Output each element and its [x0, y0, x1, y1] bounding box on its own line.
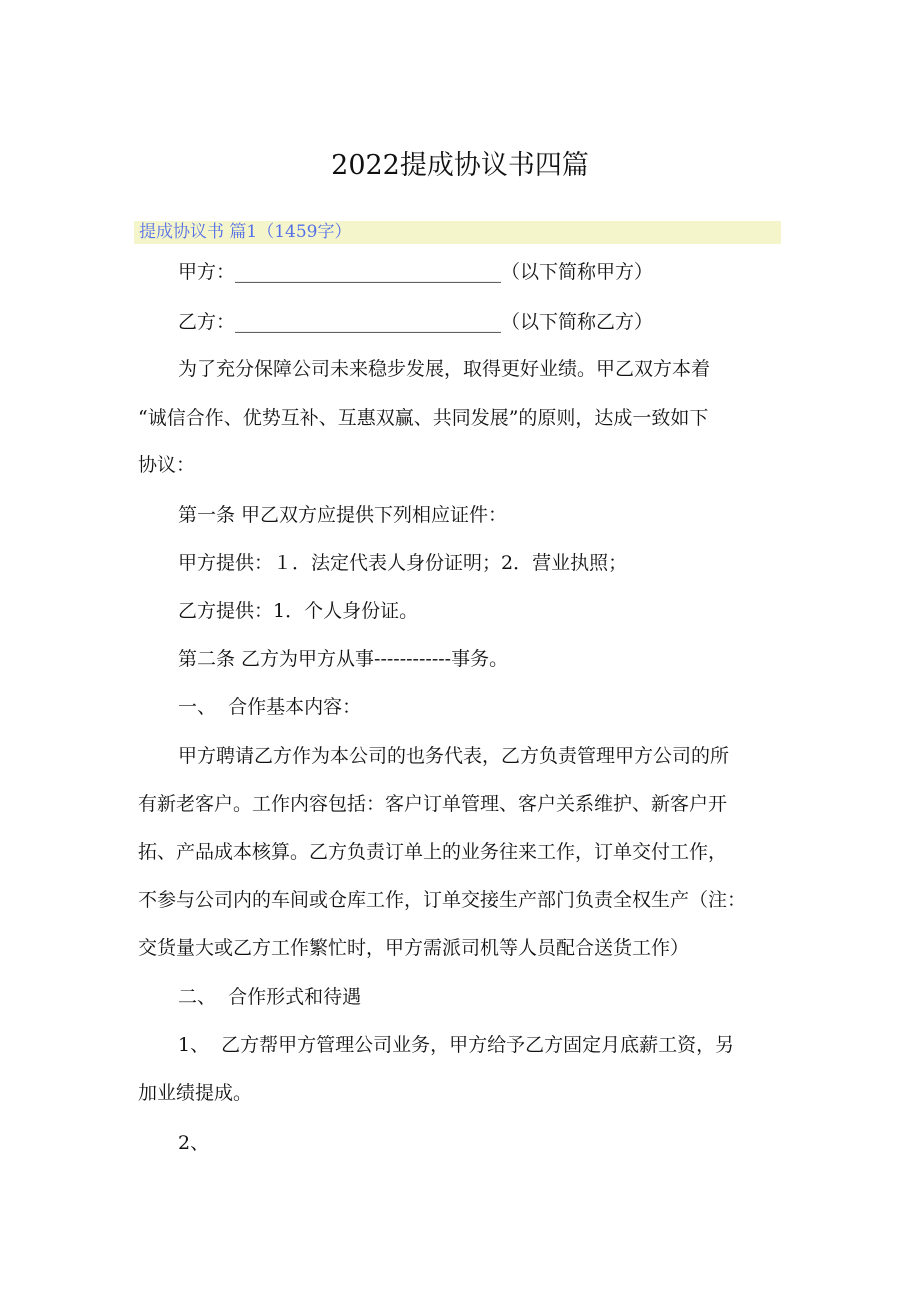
paragraph-line: 甲方：____________________________（以下简称甲方）	[178, 261, 654, 283]
paragraph-line: 加业绩提成。	[138, 1082, 253, 1104]
paragraph-line: 协议：	[138, 454, 196, 476]
paragraph-line: 2、	[178, 1132, 210, 1154]
paragraph-line: 交货量大或乙方工作繁忙时，甲方需派司机等人员配合送货工作）	[138, 937, 690, 959]
paragraph-line: 二、 合作形式和待遇	[178, 986, 362, 1008]
paragraph-line: 乙方提供：1．个人身份证。	[178, 600, 419, 622]
paragraph-line: 甲方聘请乙方作为本公司的也务代表，乙方负责管理甲方公司的所	[178, 745, 730, 767]
paragraph-line: 第二条 乙方为甲方从事------------事务。	[178, 648, 509, 670]
paragraph-line: 不参与公司内的车间或仓库工作，订单交接生产部门负责全权生产（注：	[138, 889, 747, 911]
paragraph-line: 有新老客户。工作内容包括：客户订单管理、客户关系维护、新客户开	[138, 793, 728, 815]
paragraph-line: 为了充分保障公司未来稳步发展，取得更好业绩。甲乙双方本着	[178, 358, 711, 380]
paragraph-line: 甲方提供：１．法定代表人身份证明；2．营业执照；	[178, 552, 628, 574]
paragraph-line: “诚信合作、优势互补、互惠双赢、共同发展”的原则，达成一致如下	[138, 407, 709, 429]
paragraph-line: 乙方：____________________________（以下简称乙方）	[178, 311, 654, 333]
paragraph-line: 一、 合作基本内容：	[178, 696, 362, 718]
paragraph-line: 第一条 甲乙双方应提供下列相应证件：	[178, 504, 508, 526]
paragraph-line: 1、 乙方帮甲方管理公司业务，甲方给予乙方固定月底薪工资，另	[178, 1034, 735, 1056]
section-header: 提成协议书 篇1（1459字）	[134, 221, 781, 244]
document-title: 2022提成协议书四篇	[331, 150, 589, 181]
paragraph-line: 拓、产品成本核算。乙方负责订单上的业务往来工作，订单交付工作，	[138, 841, 728, 863]
